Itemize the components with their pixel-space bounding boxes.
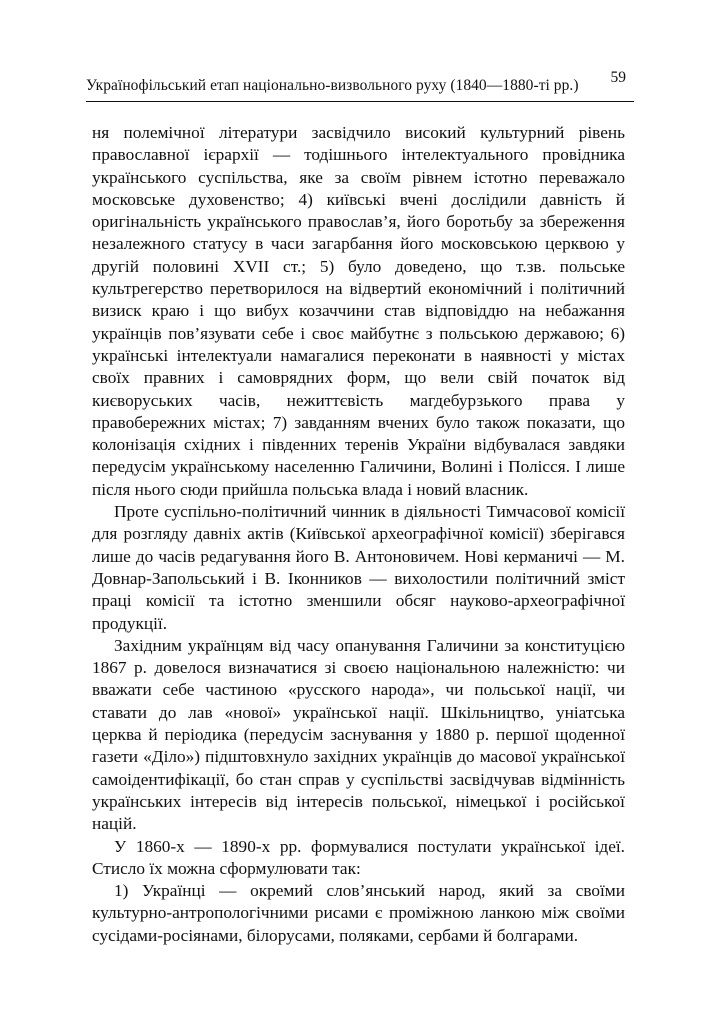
running-title: Українофільський етап національно-визвольного руху (1840—1880-ті рр.) xyxy=(86,77,579,94)
body-text xyxy=(92,122,625,947)
paragraph: Проте суспільно-політичний чинник в діяльності Тимчасової комісії для розгляду давніх актів (Київської археографічної комісії) зберігався лише до часів редагування його В. Антоновичем. Нові керманичі — М. Довнар-Запольський і В. Іконников — вихолостили політичний зміст праці комісії та істотно зменшили обсяг науково-археографічної продукції. xyxy=(92,502,625,633)
paragraph-continued: ня полемічної літератури засвідчило високий культурний рівень православної ієрархії — тодішнього інтелектуального провідника українського суспільства, яке за своїм рівнем істотно переважало московське духовенство; 4) київські вчені дослідили давність й оригінальність українського православ’я, його боротьбу за збереження незалежного статусу в часи загарбання його московською церквою у другій половині XVII ст.; 5) було доведено, що т.зв. польське культрегерство перетворилося на відвертий економічний і політичний визиск краю і що вибух козаччини став відповіддю на небажання українців пов’язувати себе і своє майбутнє з польською державою; 6) українські інтелектуали намагалися переконати в наявності у містах своїх правних і самоврядних форм, що вели свій початок від києворуських часів, нежиттєвість магдебурзького права у правобережних містах; 7) завданням вчених було також показати, що колонізація східних і південних теренів України відбувалася завдяки передусім українському населенню Галичини, Волині і Полісся. І лише після нього сюди прийшла польська влада і новий власник. xyxy=(92,123,625,499)
header-rule xyxy=(86,101,634,102)
paragraph: У 1860-х — 1890-х рр. формувалися постулати української ідеї. Стисло їх можна сформулювати так: xyxy=(92,836,625,878)
page-header xyxy=(86,66,634,100)
list-item: 1) Українці — окремий слов’янський народ, який за своїми культурно-антропологічними рисами є проміжною ланкою між своїми сусідами-росіянами, білорусами, поляками, сербами й болгарами. xyxy=(92,881,625,945)
page-number: 59 xyxy=(610,69,626,86)
paragraph: Західним українцям від часу опанування Галичини за конституцією 1867 р. довелося визначатися зі своєю національною належністю: чи вважати себе частиною «русского народа», чи польської нації, чи ставати до лав «нової» української нації. Шкільництво, уніатська церква й періодика (передусім заснування у 1880 р. першої щоденної газети «Діло») підштовхнуло західних українців до масової української самоідентифікації, бо стан справ у суспільстві засвідчував відмінність українських інтересів від інтересів польської, німецької і російської націй. xyxy=(92,635,625,834)
